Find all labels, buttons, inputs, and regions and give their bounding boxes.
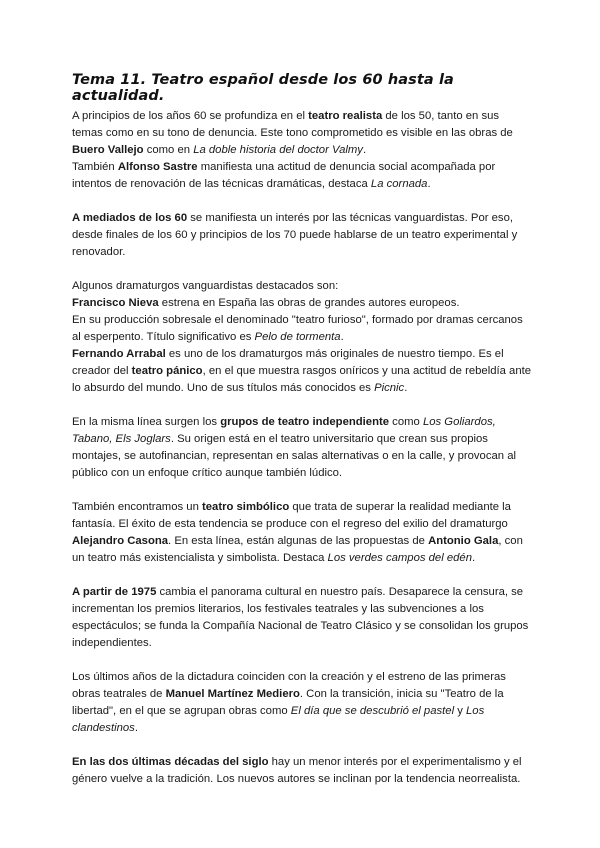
text: como en — [143, 144, 194, 156]
bold-term: En las dos últimas décadas del siglo — [72, 756, 269, 768]
paragraph-ultimas-decadas — [72, 754, 532, 788]
paragraph-mediados-60 — [72, 210, 532, 261]
bold-term: teatro pánico — [131, 365, 203, 377]
bold-term: grupos de teatro independiente — [220, 416, 390, 428]
paragraph-teatro-independiente — [72, 414, 532, 482]
italic-work-title: Pelo de tormenta — [254, 331, 341, 343]
bold-author: Antonio Gala — [428, 535, 499, 547]
text: . — [427, 178, 431, 190]
italic-work-title: Los clandestinos — [72, 705, 485, 734]
text: que trata de superar la realidad mediante la fantasía. El éxito de esta tendencia se produce con el regreso del exilio del dramaturgo — [72, 501, 511, 530]
text: . — [362, 144, 367, 156]
text: . — [404, 382, 408, 394]
bold-author: Fernando Arrabal — [72, 348, 166, 360]
italic-work-title: El día que se descubrió el pastel — [290, 705, 455, 717]
bold-author: Alfonso Sastre — [117, 161, 198, 173]
bold-term: A mediados de los 60 — [72, 212, 188, 224]
paragraph-sastre — [72, 159, 532, 193]
text: hay un menor interés por el experimentalismo y el género vuelve a la tradición. Los nuevos autores se inclinan por la tendencia neorrealista. — [72, 756, 522, 785]
text: , en el que muestra rasgos oníricos y una actitud de rebeldía ante lo absurdo del mundo. Uno de sus títulos más conocidos es — [72, 365, 532, 394]
text: Los últimos años de la dictadura coinciden con la creación y el estreno de las primeras obras teatrales de — [72, 671, 506, 700]
paragraph-mediero — [72, 669, 532, 737]
italic-work-title: La cornada — [370, 178, 428, 190]
bold-term: A partir de 1975 — [72, 586, 157, 598]
text: cambia el panorama cultural en nuestro país. Desaparece la censura, se incrementan los premios literarios, los festivales teatrales y las subvenciones a los espectáculos; se funda la Compañía Nacional de Teatro Clásico y se consolidan los grupos independientes. — [72, 586, 529, 649]
italic-work-title: La doble historia del doctor Valmy — [193, 144, 363, 156]
text: manifiesta una actitud de denuncia social acompañada por intentos de renovación de las técnicas dramáticas, destaca — [72, 161, 496, 190]
text: estrena en España las obras de grandes autores europeos. — [158, 297, 460, 309]
text: . Con la transición, inicia su "Teatro de la libertad", en el que se agrupan obras como — [72, 688, 504, 717]
text: . En esta línea, están algunas de las propuestas de — [168, 535, 429, 547]
bold-author: Manuel Martínez Mediero — [165, 688, 300, 700]
text: , con un teatro más existencialista y simbolista. Destaca — [72, 535, 523, 564]
bold-author: Alejandro Casona — [72, 535, 169, 547]
text: . — [134, 722, 138, 734]
bold-term: teatro realista — [308, 110, 383, 122]
text: y — [454, 705, 467, 717]
italic-work-title: Los verdes campos del edén — [327, 552, 472, 564]
paragraph-1975 — [72, 584, 532, 652]
paragraph-teatro-realista — [72, 108, 532, 159]
document-page — [72, 72, 532, 788]
text: se manifiesta un interés por las técnicas vanguardistas. Por eso, desde finales de los 60 y principios de los 70 puede hablarse de un teatro experimental y renovador. — [72, 212, 518, 258]
text: de los 50, tanto en sus temas como en su tono de denuncia. Este tono comprometido es visible en las obras de — [72, 110, 513, 139]
text: . — [340, 331, 344, 343]
text: . Su origen está en el teatro universitario que crean sus propios montajes, se autofinancian, representan en salas alternativas o en la calle, y provocan al público con un enfoque crítico aunque también lúdico. — [72, 433, 516, 479]
text: Algunos dramaturgos vanguardistas destacados son: — [72, 280, 339, 292]
paragraph-teatro-simbolico — [72, 499, 532, 567]
text: En su producción sobresale el denominado "teatro furioso", formado por dramas cercanos al esperpento. Título significativo es — [72, 314, 523, 343]
page-title: Tema 11. Teatro español desde los 60 hasta la actualidad. — [72, 72, 454, 104]
text: A principios de los años 60 se profundiza en el — [72, 110, 309, 122]
italic-group-names: Los Goliardos, Tabano, Els Joglars — [72, 416, 496, 445]
paragraph-teatro-furioso — [72, 312, 532, 346]
text: En la misma línea surgen los — [72, 416, 221, 428]
text: También — [72, 161, 118, 173]
bold-author: Buero Vallejo — [72, 144, 144, 156]
paragraph-arrabal — [72, 346, 532, 397]
text: . — [472, 552, 476, 564]
text: es uno de los dramaturgos más originales de nuestro tiempo. Es el creador del — [72, 348, 504, 377]
text: como — [389, 416, 423, 428]
paragraph-nieva — [72, 295, 532, 312]
text: También encontramos un — [72, 501, 202, 513]
italic-work-title: Picnic — [374, 382, 405, 394]
paragraph-vanguardistas-intro — [72, 278, 532, 295]
bold-term: teatro simbólico — [202, 501, 290, 513]
bold-author: Francisco Nieva — [72, 297, 159, 309]
